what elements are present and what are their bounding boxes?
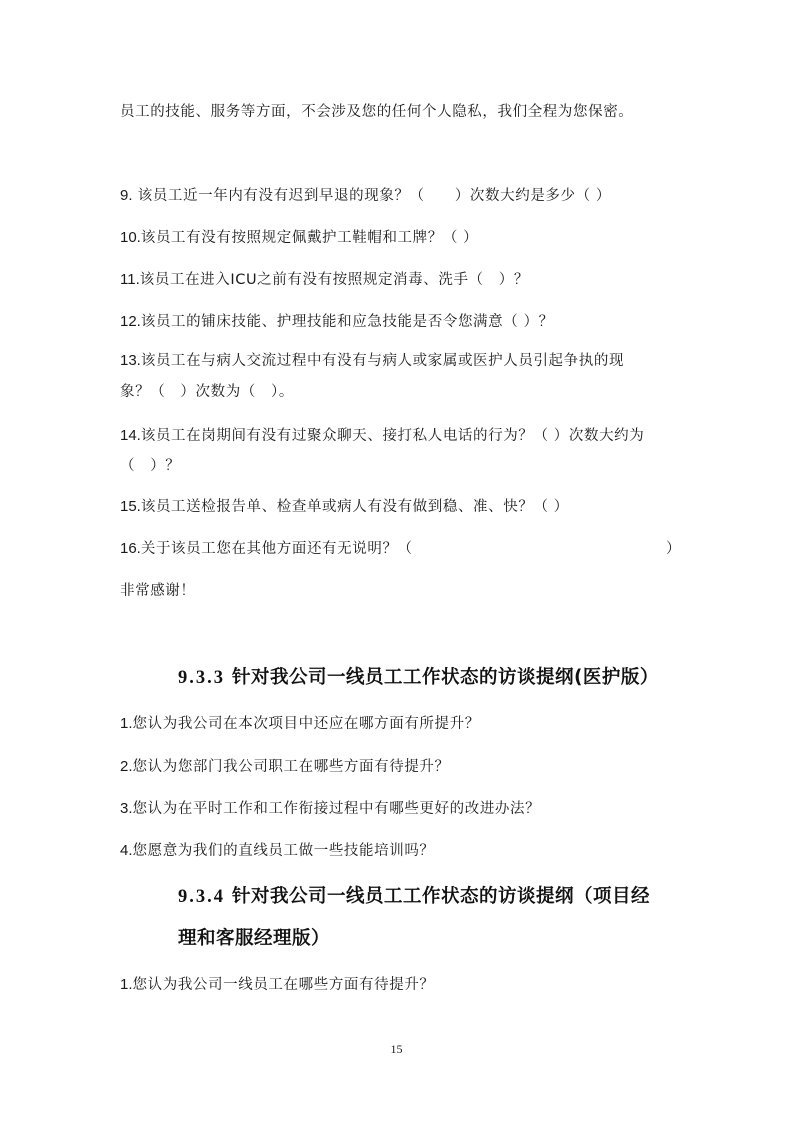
- section-title: 针对我公司一线员工工作状态的访谈提纲(医护版）: [225, 667, 659, 688]
- question-9: [120, 186, 611, 206]
- section-title: 针对我公司一线员工工作状态的访谈提纲（项目经: [225, 886, 650, 907]
- question-12: [120, 312, 554, 332]
- page-number: 15: [390, 1042, 403, 1056]
- section-933-item-2: [120, 757, 450, 777]
- section-heading-9-3-4: [178, 884, 650, 910]
- item-text: 您认为您部门我公司职工在哪些方面有待提升？: [132, 759, 450, 775]
- question-16: [120, 539, 413, 559]
- question-text: 关于该员工您在其他方面还有无说明？（: [140, 541, 413, 557]
- question-text: 该员工送检报告单、检查单或病人有没有做到稳、准、快？（ ）: [140, 499, 569, 515]
- item-text: 您认为在平时工作和工作衔接过程中有哪些更好的改进办法？: [132, 801, 541, 817]
- item-text: 您认为我公司在本次项目中还应在哪方面有所提升？: [132, 716, 480, 732]
- item-number: 2.: [120, 758, 133, 775]
- section-number: 9.3.4: [178, 887, 225, 907]
- question-text: 该员工在岗期间有没有过聚众聊天、接打私人电话的行为？（ ）次数大约为: [140, 428, 645, 444]
- section-heading-9-3-3: [178, 665, 659, 691]
- question-number: 14.: [120, 427, 141, 444]
- question-13-continuation: 象？（ ）次数为（ ）。: [120, 384, 294, 400]
- question-text: 该员工在进入ICU之前有没有按照规定消毒、洗手（ ）？: [139, 272, 529, 288]
- question-number: 15.: [120, 498, 141, 515]
- item-text: 您认为我公司一线员工在哪些方面有待提升？: [132, 977, 435, 993]
- intro-text: 员工的技能、服务等方面，不会涉及您的任何个人隐私，我们全程为您保密。: [120, 104, 634, 120]
- item-number: 1.: [120, 715, 133, 732]
- question-number: 9.: [120, 187, 133, 204]
- question-11: [120, 270, 529, 290]
- question-14-continuation: （ ）？: [120, 458, 181, 474]
- item-number: 1.: [120, 976, 133, 993]
- section-934-item-1: [120, 975, 435, 995]
- question-text: 该员工的铺床技能、护理技能和应急技能是否令您满意（ ）？: [140, 314, 554, 330]
- item-number: 4.: [120, 842, 133, 859]
- question-13: [120, 351, 624, 371]
- question-text: 该员工近一年内有没有迟到早退的现象？（ ）次数大约是多少（ ）: [132, 188, 612, 204]
- section-933-item-4: [120, 841, 435, 861]
- question-number: 13.: [120, 352, 141, 369]
- question-10: [120, 228, 478, 248]
- item-text: 您愿意为我们的直线员工做一些技能培训吗？: [132, 843, 435, 859]
- question-14: [120, 426, 644, 446]
- question-15: [120, 497, 569, 517]
- question-number: 10.: [120, 229, 141, 246]
- item-number: 3.: [120, 800, 133, 817]
- question-16-closing-paren: ）: [666, 541, 681, 557]
- section-number: 9.3.3: [178, 668, 225, 688]
- question-number: 12.: [120, 313, 141, 330]
- section-933-item-1: [120, 714, 480, 734]
- closing-thanks: 非常感谢！: [120, 583, 196, 599]
- question-number: 11.: [120, 271, 140, 288]
- question-number: 16.: [120, 540, 141, 557]
- section-heading-9-3-4-continuation: 理和客服经理版）: [178, 928, 331, 949]
- question-text: 该员工在与病人交流过程中有没有与病人或家属或医护人员引起争执的现: [140, 353, 625, 369]
- question-text: 该员工有没有按照规定佩戴护工鞋帽和工牌？（ ）: [140, 230, 479, 246]
- section-933-item-3: [120, 799, 540, 819]
